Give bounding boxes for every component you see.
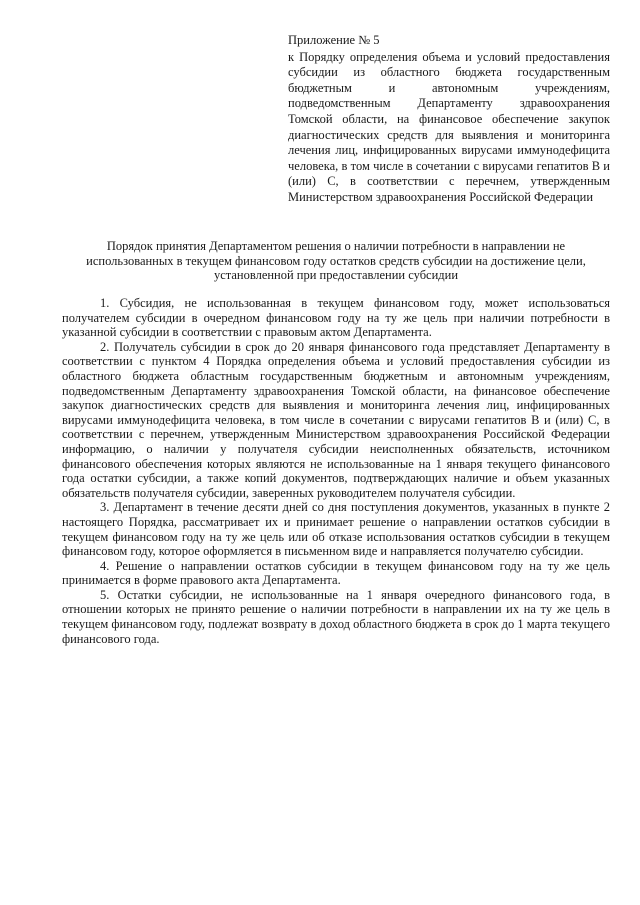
paragraph-5: 5. Остатки субсидии, не использованные на 1 января очередного финансового года, в отношении которых не принято решение о наличии потребности в направлении их на ту же цель в текущем финансовом году, подлежат возврату в доход областного бюджета в срок до 1 марта текущего финансового года. (62, 587, 610, 646)
appendix-title: Приложение № 5 (288, 33, 380, 47)
appendix-text: к Порядку определения объема и условий предоставления субсидии из областного бюджета государственным бюджетным и автономным учреждениям, подведомственным Департаменту здравоохранения Томской области, на финансовое обеспечение закупок диагностических средств для выявления и мониторинга лечения лиц, инфицированных вирусами иммунодефицита человека, в том числе в сочетании с вирусами гепатитов B и (или) C, в соответствии с перечнем, утвержденным Министерством здравоохранения Российской Федерации (288, 49, 610, 204)
document-body (62, 296, 610, 646)
paragraph-4: 4. Решение о направлении остатков субсидии в текущем финансовом году на ту же цель принимается в форме правового акта Департамента. (62, 558, 610, 588)
appendix-block (288, 33, 610, 206)
document-title: Порядок принятия Департаментом решения о наличии потребности в направлении не использованных в текущем финансовом году остатков средств субсидии на достижение цели, установленной при предоставлении субсидии (86, 239, 586, 282)
paragraph-1: 1. Субсидия, не использованная в текущем финансовом году, может использоваться получателем субсидии в очередном финансовом году на ту же цель при наличии потребности в указанной субсидии в соответствии с правовым актом Департамента. (62, 296, 610, 340)
paragraph-2: 2. Получатель субсидии в срок до 20 января финансового года представляет Департаменту в соответствии с пунктом 4 Порядка определения объема и условий предоставления субсидии из областного бюджета областным государственным бюджетным и автономным учреждениям, подведомственным Департаменту здравоохранения Томской области, на финансовое обеспечение закупок диагностических средств для выявления и мониторинга лечения лиц, инфицированных вирусами иммунодефицита человека, в том числе в сочетании с вирусами гепатитов B и (или) C, в соответствии с перечнем, утвержденным Министерством здравоохранения Российской Федерации информацию, о наличии у получателя субсидии неисполненных обязательств, источником финансового обеспечения которых являются не использованные на 1 января текущего финансового года остатки субсидии, а также копий документов, подтверждающих наличие и объем указанных обязательств получателя субсидии, заверенных руководителем получателя субсидии. (62, 339, 610, 500)
paragraph-3: 3. Департамент в течение десяти дней со дня поступления документов, указанных в пункте 2 настоящего Порядка, рассматривает их и принимает решение о направлении остатков субсидии в текущем финансовом году на ту же цель или об отказе использования остатков субсидии в текущем финансовом году, которое оформляется в письменном виде и направляется получателю субсидии. (62, 500, 610, 559)
